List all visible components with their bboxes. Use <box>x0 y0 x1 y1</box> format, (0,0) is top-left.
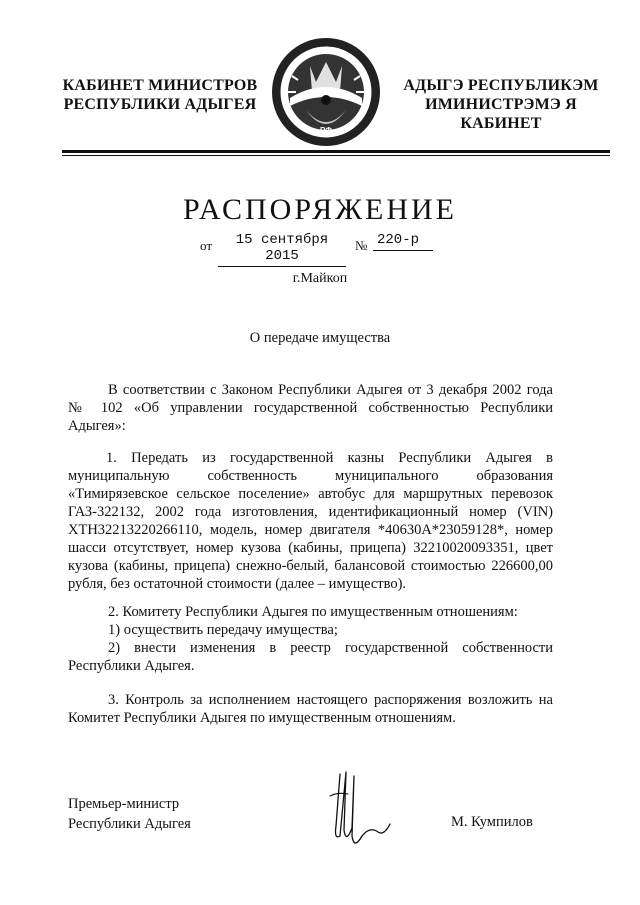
coat-of-arms-emblem <box>270 36 382 148</box>
issuer-name-adyghe <box>386 76 616 133</box>
header-rule-thin <box>62 155 610 156</box>
issuer-line-2-adyghe: ИМИНИСТРЭМЭ Я КАБИНЕТ <box>425 96 577 132</box>
issuer-line-2: РЕСПУБЛИКИ АДЫГЕЯ <box>63 96 257 113</box>
number-prefix: № <box>355 238 368 253</box>
document-number: 220-р <box>373 232 433 251</box>
signatory-position-line-1: Премьер-министр <box>68 796 180 812</box>
body-item-3: 3. Контроль за исполнением настоящего распоряжения возложить на Комитет Республики Адыгея по имущественным отношениям. <box>68 692 553 726</box>
document-subject: О передаче имущества <box>249 330 391 346</box>
body-item-1: 1. Передать из государственной казны Республики Адыгея в муниципальную собственность муниципального образования «Тимирязевское сельское поселение» автобус для маршрутных перевозок ГАЗ-322132, 2002 года изготовления, идентификационный номер (VIN) ХТН32213220266110, модель, номер двигателя *40630А*23059128*, номер шасси отсутствует, номер кузова (кабины, прицепа) 32210020093351, цвет кузова (кабины, прицепа) снежно-белый, балансовой стоимостью 226600,00 рубля, без остаточной стоимости (далее – имущество). <box>68 450 553 592</box>
signatory-position <box>68 794 191 834</box>
document-title: РАСПОРЯЖЕНИЕ <box>182 193 458 226</box>
body-intro: В соответствии с Законом Республики Адыгея от 3 декабря 2002 года № 102 «Об управлении государственной собственностью Республики Адыгея»: <box>68 382 553 434</box>
body-item-2 <box>68 603 553 675</box>
body-item-2-line-3: 2) внести изменения в реестр государственной собственности Республики Адыгея. <box>68 640 553 674</box>
handwritten-signature <box>318 766 408 856</box>
document-city: г.Майкоп <box>292 271 348 286</box>
signatory-position-line-2: Республики Адыгея <box>68 816 191 832</box>
date-prefix: от <box>200 238 213 253</box>
body-item-2-line-1: 2. Комитету Республики Адыгея по имущественным отношениям: <box>108 604 518 620</box>
signatory-name: М. Кумпилов <box>451 814 533 830</box>
issuer-name-russian <box>60 76 260 114</box>
header-rule-thick <box>62 150 610 153</box>
body-item-2-line-2: 1) осуществить передачу имущества; <box>108 622 338 638</box>
issuer-line-1-adyghe: АДЫГЭ РЕСПУБЛИКЭМ <box>403 77 599 94</box>
issuer-line-1: КАБИНЕТ МИНИСТРОВ <box>62 77 258 94</box>
svg-text:РФ: РФ <box>319 126 333 135</box>
document-date: 15 сентября 2015 <box>218 232 346 267</box>
